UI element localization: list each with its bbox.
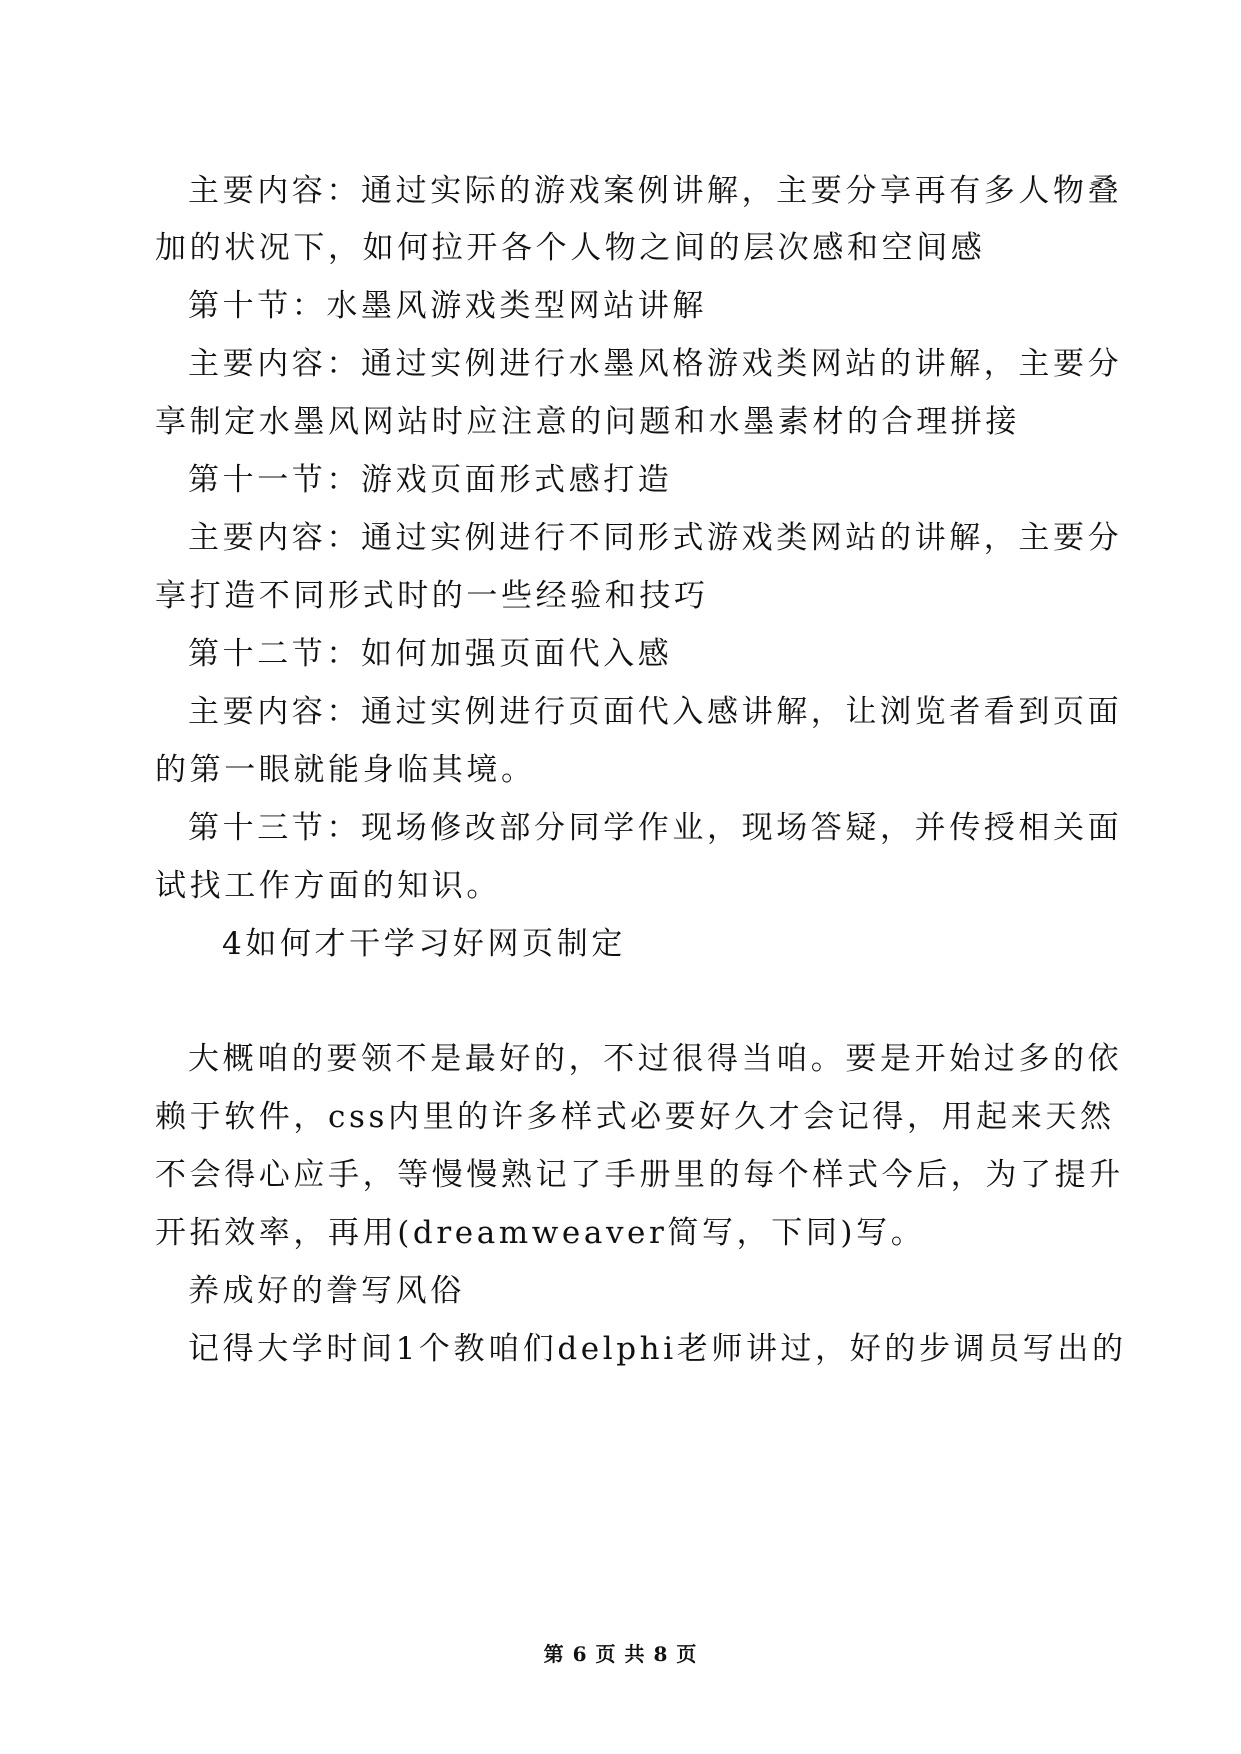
text-line: 加的状况下，如何拉开各个人物之间的层次感和空间感 [155,230,986,266]
text-line: 享制定水墨风网站时应注意的问题和水墨素材的合理拼接 [155,404,1020,440]
text-line: 主要内容：通过实例进行水墨风格游戏类网站的讲解，主要分 [188,346,1123,382]
text-line: 试找工作方面的知识。 [155,868,501,904]
text-line: 的第一眼就能身临其境。 [155,752,536,788]
text-line: 主要内容：通过实例进行页面代入感讲解，让浏览者看到页面 [188,694,1123,730]
section-heading: 第十三节：现场修改部分同学作业，现场答疑，并传授相关面 [188,810,1123,846]
section-heading: 养成好的誊写风俗 [188,1273,465,1309]
text-line: 主要内容：通过实例进行不同形式游戏类网站的讲解，主要分 [188,520,1123,556]
section-heading: 第十节：水墨风游戏类型网站讲解 [188,288,707,324]
text-line: 大概咱的要领不是最好的，不过很得当咱。要是开始过多的依 [188,1041,1123,1077]
text-line: 记得大学时间1个教咱们delphi老师讲过，好的步调员写出的 [188,1331,1127,1367]
section-heading: 第十一节：游戏页面形式感打造 [188,462,673,498]
text-line: 赖于软件，css内里的许多样式必要好久才会记得，用起来天然 [155,1099,1115,1135]
text-line: 不会得心应手，等慢慢熟记了手册里的每个样式今后，为了提升 [155,1157,1124,1193]
text-line: 开拓效率，再用(dreamweaver简写，下同)写。 [155,1215,926,1251]
page-footer: 第 6 页 共 8 页 [543,1642,698,1666]
text-line: 主要内容：通过实际的游戏案例讲解，主要分享再有多人物叠 [188,173,1123,209]
chapter-heading: 4如何才干学习好网页制定 [222,926,626,962]
text-line: 享打造不同形式时的一些经验和技巧 [155,578,709,614]
section-heading: 第十二节：如何加强页面代入感 [188,636,673,672]
